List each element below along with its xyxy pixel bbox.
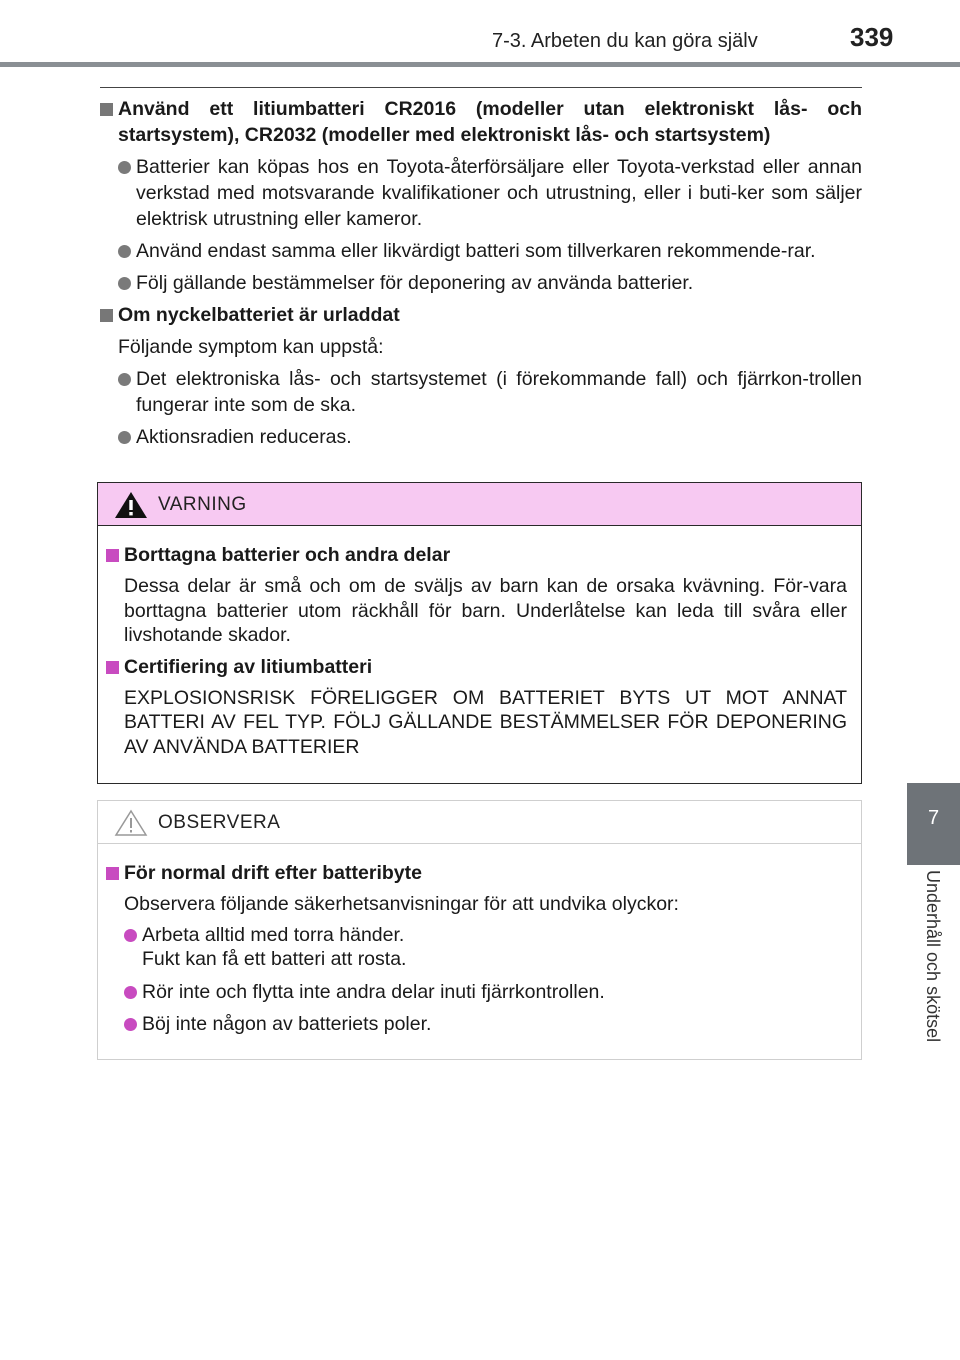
paragraph: Följande symptom kan uppstå: [118,336,384,358]
round-bullet-icon [118,245,131,258]
square-bullet-icon [100,309,113,322]
round-bullet-icon [118,373,131,386]
chapter-tab [907,783,960,865]
main-content [100,96,862,456]
caution-triangle-icon [114,809,148,837]
header-rule [0,62,960,67]
list-item: Aktionsradien reduceras. [100,424,862,450]
square-bullet-icon [106,867,119,880]
round-bullet-icon [124,1018,137,1031]
warning-triangle-icon [114,491,148,519]
caution-title: OBSERVERA [158,812,281,833]
square-bullet-icon [100,103,113,116]
list-item: Följ gällande bestämmelser för deponering av använda batterier. [100,270,862,296]
warning-heading: Certifiering av litiumbatteri [106,654,847,680]
warning-body [98,526,861,759]
list-item: Böj inte någon av batteriets poler. [106,1012,847,1037]
chapter-label-container [908,870,958,1082]
list-item: Batterier kan köpas hos en Toyota-återförsäljare eller Toyota-verkstad eller annan verkstad med motsvarande kvalifikationer och utrustning, eller i buti-ker som säljer elektrisk utrustning eller kameror. [100,154,862,232]
warning-header [98,483,861,526]
warning-box [97,482,862,784]
warning-heading: Borttagna batterier och andra delar [106,542,847,568]
chapter-number: 7 [927,807,940,829]
chapter-label: Underhåll och skötsel [923,870,943,1043]
round-bullet-icon [118,161,131,174]
list-item: Använd endast samma eller likvärdigt batteri som tillverkaren rekommende-rar. [100,238,862,264]
top-divider [100,87,862,88]
list-item: Det elektroniska lås- och startsystemet (i förekommande fall) och fjärrkon-trollen fungerar inte som de ska. [100,366,862,418]
round-bullet-icon [124,986,137,999]
caution-heading: För normal drift efter batteribyte [106,860,847,886]
caution-box [97,800,862,1060]
square-bullet-icon [106,549,119,562]
round-bullet-icon [118,277,131,290]
round-bullet-icon [118,431,131,444]
caution-header [98,801,861,844]
list-item: Arbeta alltid med torra händer. Fukt kan få ett batteri att rosta. [106,923,847,972]
section-heading: Om nyckelbatteriet är urladdat [100,302,862,328]
section-title: 7-3. Arbeten du kan göra själv [492,30,758,52]
round-bullet-icon [124,929,137,942]
square-bullet-icon [106,661,119,674]
section-heading: Använd ett litiumbatteri CR2016 (modeller utan elektroniskt lås- och startsystem), CR2032 (modeller med elektroniskt lås- och startsystem) [100,96,862,148]
caution-body [98,844,861,1037]
warning-text: Dessa delar är små och om de sväljs av barn kan de orsaka kvävning. För-vara borttagna batterier utom räckhåll för barn. Underlåtelse kan leda till svåra eller livshotande skador. [124,575,847,646]
page-number: 339 [850,22,894,52]
page-header [0,0,960,68]
list-item: Rör inte och flytta inte andra delar inuti fjärrkontrollen. [106,980,847,1005]
warning-title: VARNING [158,494,247,515]
caution-intro: Observera följande säkerhetsanvisningar för att undvika olyckor: [124,893,679,915]
warning-text: EXPLOSIONSRISK FÖRELIGGER OM BATTERIET BYTS UT MOT ANNAT BATTERI AV FEL TYP. FÖLJ GÄLLANDE BESTÄMMELSER FÖR DEPONERING AV ANVÄNDA BATTERIER [124,686,847,758]
